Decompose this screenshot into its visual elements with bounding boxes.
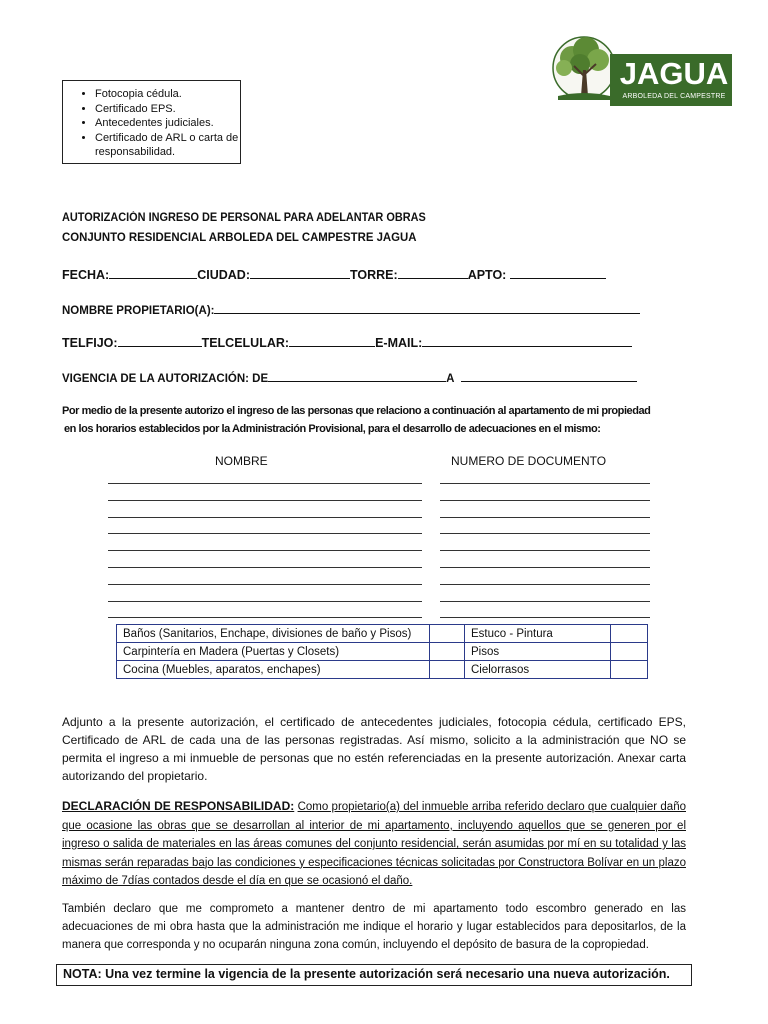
documento-blank-line[interactable]	[440, 567, 650, 568]
nota-box	[56, 964, 692, 986]
requirements-box	[62, 80, 241, 164]
nombre-blank-line[interactable]	[108, 533, 422, 534]
vigencia-label: VIGENCIA DE LA AUTORIZACIÓN: DE	[62, 373, 269, 385]
email-field[interactable]	[422, 334, 632, 347]
torre-label: TORRE:	[350, 268, 398, 282]
documento-blank-line[interactable]	[440, 550, 650, 551]
declaration-heading: DECLARACIÓN DE RESPONSABILIDAD:	[62, 799, 295, 813]
logo-subtitle: ARBOLEDA DEL CAMPESTRE	[622, 93, 726, 100]
requirement-item: • Fotocopia cédula.	[95, 87, 240, 102]
table-row	[117, 625, 648, 643]
email-label: E-MAIL:	[375, 336, 423, 350]
nombre-blank-line[interactable]	[108, 584, 422, 585]
apto-field[interactable]	[510, 266, 606, 279]
requirement-item: • Certificado EPS.	[95, 102, 240, 117]
requirements-list	[63, 81, 240, 160]
work-check-cell[interactable]	[430, 625, 465, 643]
validity-row	[62, 369, 637, 385]
jagua-logo	[550, 30, 734, 110]
apto-label: APTO:	[467, 268, 507, 282]
owner-row	[62, 301, 640, 317]
date-location-row	[62, 266, 606, 282]
telfijo-label: TELFIJO:	[62, 336, 118, 350]
nombre-column-header: NOMBRE	[215, 454, 268, 468]
telcelular-label: TELCELULAR:	[201, 336, 290, 350]
declaration-paragraph	[62, 797, 686, 891]
ciudad-label: CIUDAD:	[197, 268, 250, 282]
work-check-cell[interactable]	[430, 643, 465, 661]
work-check-cell[interactable]	[430, 661, 465, 679]
intro-line-2: en los horarios establecidos por la Administración Provisional, para el desarrollo de adecuaciones en el mismo:	[64, 423, 601, 435]
work-type-cell: Estuco - Pintura	[465, 625, 611, 643]
nota-text: NOTA: Una vez termine la vigencia de la presente autorización será necesario una nueva autorización.	[63, 967, 670, 981]
work-type-cell: Cielorrasos	[465, 661, 611, 679]
intro-line-1: Por medio de la presente autorizo el ingreso de las personas que relaciono a continuación al apartamento de mi propiedad	[62, 405, 651, 417]
work-check-cell[interactable]	[611, 661, 648, 679]
work-type-cell: Pisos	[465, 643, 611, 661]
documento-column-header: NUMERO DE DOCUMENTO	[451, 454, 607, 468]
work-check-cell[interactable]	[611, 643, 648, 661]
documento-blank-line[interactable]	[440, 500, 650, 501]
nombre-blank-line[interactable]	[108, 550, 422, 551]
work-check-cell[interactable]	[611, 625, 648, 643]
works-table	[116, 624, 648, 679]
work-type-cell: Cocina (Muebles, aparatos, enchapes)	[117, 661, 430, 679]
documento-blank-line[interactable]	[440, 533, 650, 534]
intro-paragraph	[62, 402, 702, 438]
requirement-item: • Antecedentes judiciales.	[95, 116, 240, 131]
propietario-label: NOMBRE PROPIETARIO(A):	[62, 305, 215, 317]
torre-field[interactable]	[398, 266, 468, 279]
table-row	[117, 661, 648, 679]
table-row	[117, 643, 648, 661]
form-title: AUTORIZACIÓN INGRESO DE PERSONAL PARA ADELANTAR OBRAS	[62, 212, 426, 224]
nombre-blank-line[interactable]	[108, 567, 422, 568]
commitment-paragraph: También declaro que me comprometo a mantener dentro de mi apartamento todo escombro generado en las adecuaciones de mi obra hasta que la administración me indique el horario y lugar establecidos para depositarlos, de la manera que corresponda y no ocuparán ninguna zona común, incluyendo el depósito de basura de la copropiedad.	[62, 903, 686, 951]
vigencia-to-field[interactable]	[461, 369, 637, 382]
documento-blank-line[interactable]	[440, 517, 650, 518]
documento-blank-line[interactable]	[440, 617, 650, 618]
propietario-field[interactable]	[214, 301, 640, 314]
nombre-blank-line[interactable]	[108, 517, 422, 518]
vigencia-a-label: A	[446, 373, 455, 385]
ciudad-field[interactable]	[250, 266, 350, 279]
requirement-item: • Certificado de ARL o carta de responsabilidad.	[95, 131, 240, 160]
work-type-cell: Carpintería en Madera (Puertas y Closets)	[117, 643, 430, 661]
fecha-label: FECHA:	[62, 268, 110, 282]
attachment-paragraph: Adjunto a la presente autorización, el certificado de antecedentes judiciales, fotocopia cédula, certificado EPS, Certificado de ARL de cada una de las personas registradas. Así mismo, solicito a la administración que NO se permita el ingreso a mi inmueble de personas que no estén referenciadas en la presente autorización. Anexar carta autorizando del propietario.	[62, 715, 686, 783]
contact-row	[62, 334, 632, 350]
documento-blank-line[interactable]	[440, 584, 650, 585]
documento-blank-line[interactable]	[440, 483, 650, 484]
work-type-cell: Baños (Sanitarios, Enchape, divisiones de baño y Pisos)	[117, 625, 430, 643]
vigencia-from-field[interactable]	[268, 369, 446, 382]
form-subtitle: CONJUNTO RESIDENCIAL ARBOLEDA DEL CAMPESTRE JAGUA	[62, 230, 417, 244]
declaration-text: Como propietario(a) del inmueble arriba referido declaro que cualquier daño que ocasione las obras que se desarrollan al interior de mi apartamento, incluyendo aquellos que se generen por el ingreso o salida de materiales en las áreas comunes del conjunto residencial, serán asumidas por mí en su totalidad y las mismas serán reparadas bajo las condiciones y especificaciones técnicas solicitadas por Constructora Bolívar en un plazo máximo de 7días contados desde el día en que se ocasionó el daño.	[62, 801, 686, 887]
nombre-blank-line[interactable]	[108, 601, 422, 602]
fecha-field[interactable]	[109, 266, 197, 279]
telcelular-field[interactable]	[289, 334, 375, 347]
telfijo-field[interactable]	[118, 334, 202, 347]
nombre-blank-line[interactable]	[108, 483, 422, 484]
documento-blank-line[interactable]	[440, 601, 650, 602]
nombre-blank-line[interactable]	[108, 500, 422, 501]
nombre-blank-line[interactable]	[108, 617, 422, 618]
logo-name: JAGUA	[619, 56, 729, 91]
